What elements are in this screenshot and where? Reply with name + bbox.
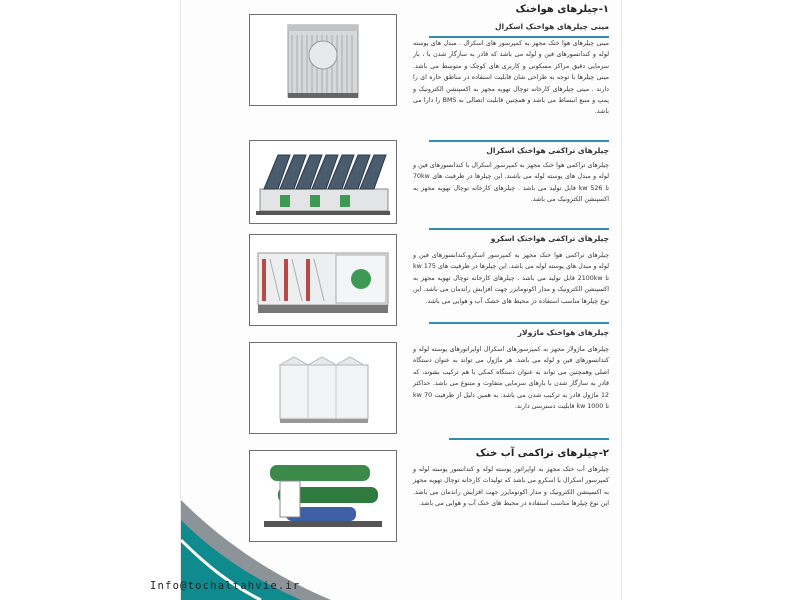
mini-chiller-image [249,14,397,106]
contact-email[interactable]: Info@tochaltahvie.ir [150,580,301,592]
screw-chiller-text: چیلرهای تراکمی هوا خنک مجهز به کمپرسور اسکرو،کندانسورهای فین و لوله و مبدل های پوسته لوله می باشد. این چیلرها در ظرفیت های 175 kw تا 2100kw قابل تولید می باشد . چیلرهای کارخانه توچال تهویه مجهز به اکسپنشن الکترونیک و مدار اکونومایزر جهت افزایش راندمان می باشد. این نوع چیلرها مناسب استفاده در محیط های خشک آب و هوایی می باشد. [413,252,609,305]
divider [429,228,609,230]
water-chiller-text: چیلرهای آب خنک مجهز به اواپراتور پوسته لوله و کندانسور پوسته لوله و کمپرسور اسکرال یا اسکرو می باشد که تولیدات کارخانه توچال تهویه مجهز به اکسپنشن الکترونیک و مدار اکونومایزر جهت افزایش راندمان می باشد. این نوع چیلرها مناسب استفاده در محیط های خنک آب و هوایی می باشد. [413,466,609,508]
brochure-page [180,0,622,600]
divider [429,140,609,142]
screw-chiller-title: چیلرهای تراکمی هواخنک اسکرو [490,234,609,243]
mini-chiller-title: مینی چیلرهای هواخنک اسکرال [495,22,609,31]
screw-chiller-image [249,234,397,326]
modular-chiller-image [249,342,397,434]
mini-chiller-text: مینی چیلرهای هوا خنک مجهز به کمپرسور های اسکرال . مبدل های پوسته لوله و کندانسورهای فین و لوله می باشد که قادر به سازگار شدن با ، بار سرمایی دقیق مراکز مسکونی و کاربری های کوچک و متوسط می باشد. مینی چیلرها با توجه به طراحی شان قابلیت استفاده در مناطق حاره ای را دارند . مینی چیلرهای کارخانه توچال تهویه مجهز به اکسپنشن الکترونیک و پمپ و منبع انبساط می باشد و همچنین قابلیت اتصالی به BMS را دارا می باشد. [413,40,609,116]
divider [429,322,609,324]
scroll-chiller-image [249,140,397,224]
water-chiller-image [249,450,397,542]
divider [449,438,609,440]
modular-chiller-title: چیلرهای هواخنک ماژولار [517,328,609,337]
scroll-chiller-text: چیلرهای تراکمی هوا خنک مجهز به کمپرسور اسکرال با کندانسورهای فین و لوله و مبدل های پوسته لوله می باشند. این چیلرها در ظرفیت های 70kw تا 526 kw قابل تولید می باشد . چیلرهای کارخانه توچال تهویه مجهز به اکسپنشن الکترونیک می باشد. [413,162,609,204]
section-2-title: ۲-چیلرهای تراکمی آب خنک [475,448,609,459]
modular-chiller-text: چیلرهای ماژولار مجهز به کمپرسورهای اسکرال اواپراتورهای پوسته لوله و کندانسورهای فین و لوله می باشد. هر ماژول می تواند به عنوان دستگاه اصلی وهمچنین می تواند به عنوان دستگاه کمکی با هم ترکیب بشوند، که قادر به سازگار شدن با بارهای سرمایی متفاوت و متنوع می باشد. حداکثر 12 ماژول قادر به ترکیب شدن می باشد. به همین دلیل از ظرفیت 70 kw تا 1000 kw قابلیت دسترسی دارند. [413,346,609,411]
scroll-chiller-title: چیلرهای تراکمی هواخنک اسکرال [486,146,609,155]
section-1-title: ۱-چیلرهای هواخنک [515,4,609,15]
